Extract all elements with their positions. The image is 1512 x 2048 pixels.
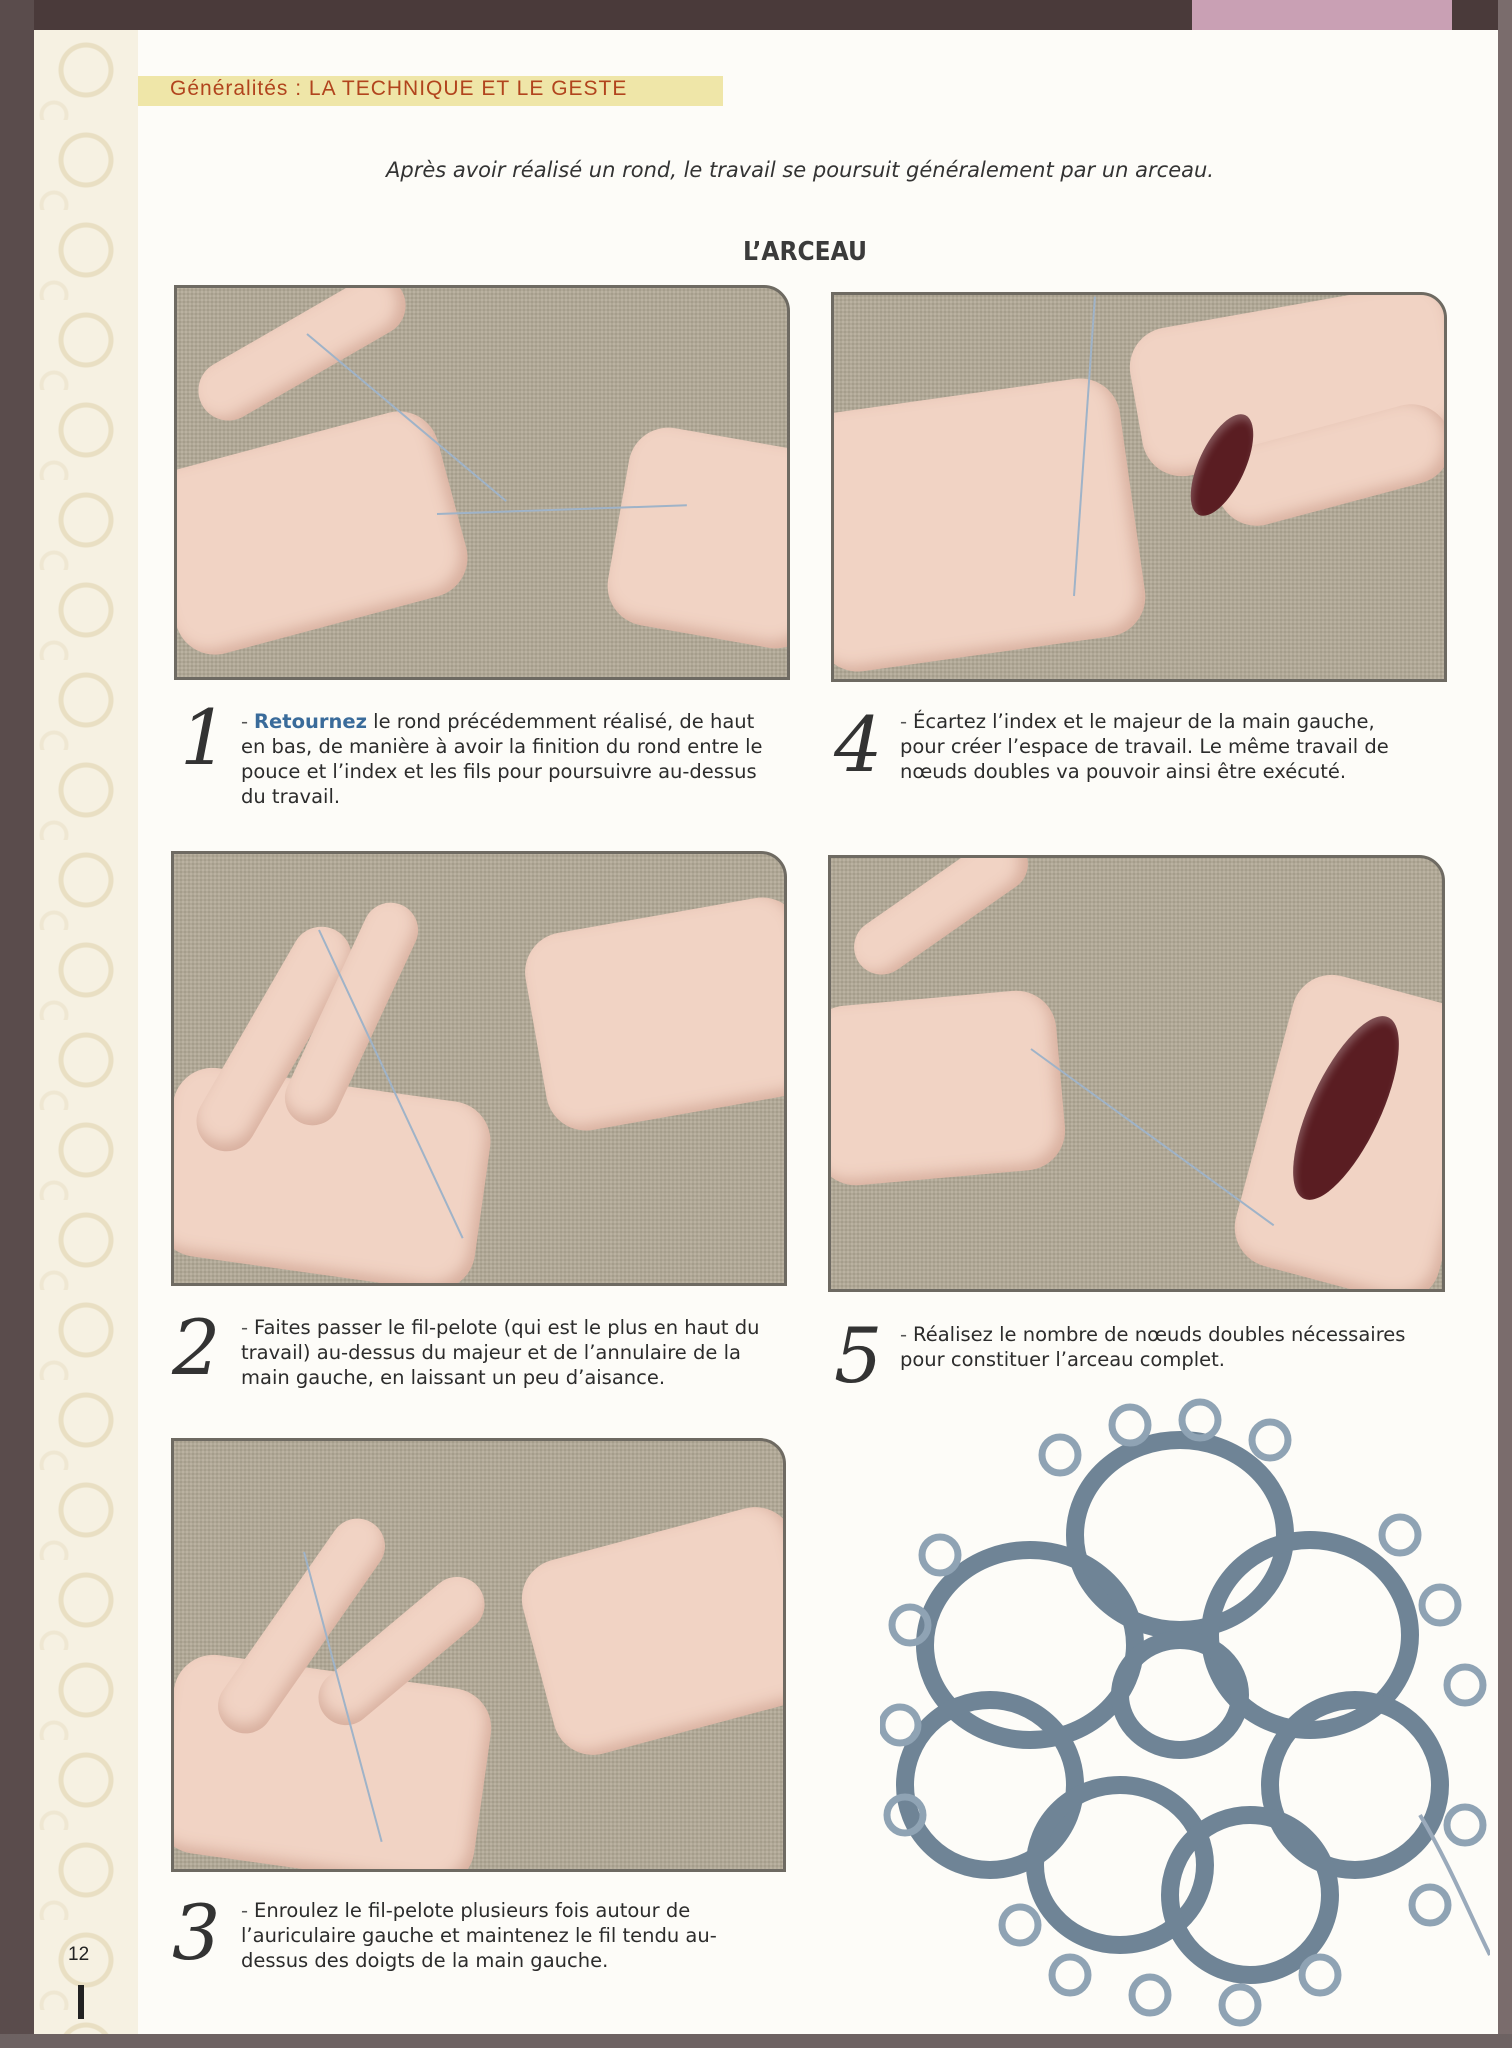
lace-picot bbox=[1447, 1667, 1483, 1703]
step-2-text bbox=[241, 1315, 781, 1390]
page-right-edge bbox=[1498, 0, 1512, 2048]
page-top-edge-accent bbox=[1192, 0, 1452, 30]
step-5-body: Réalisez le nombre de nœuds doubles nécessaires pour constituer l’arceau complet. bbox=[900, 1323, 1406, 1371]
step-5-dash: - bbox=[900, 1323, 908, 1346]
lace-ring bbox=[1075, 1440, 1285, 1630]
step-3-photo bbox=[171, 1438, 786, 1872]
step-5-text bbox=[900, 1322, 1440, 1372]
step-1-text bbox=[241, 709, 771, 809]
step-4-number: 4 bbox=[834, 700, 883, 789]
lace-picot bbox=[1252, 1422, 1288, 1458]
step-4-body: Écartez l’index et le majeur de la main gauche, pour créer l’espace de travail. Le même travail de nœuds doubles va pouvoir ainsi être exécuté. bbox=[900, 710, 1389, 783]
tatted-lace-motif bbox=[880, 1395, 1490, 2035]
step-4-dash: - bbox=[900, 710, 908, 733]
lace-picot bbox=[922, 1537, 958, 1573]
lace-picot bbox=[1002, 1907, 1038, 1943]
page-marker-bar bbox=[78, 1985, 84, 2019]
left-hand bbox=[831, 373, 1150, 676]
lace-picot bbox=[1302, 1957, 1338, 1993]
left-hand bbox=[828, 987, 1068, 1188]
page-top-edge bbox=[0, 0, 1512, 30]
lace-picot bbox=[1422, 1587, 1458, 1623]
left-finger bbox=[187, 285, 416, 431]
header-section: Généralités : bbox=[170, 77, 303, 100]
step-1-emphasis: Retournez bbox=[254, 710, 367, 733]
header-subtitle: LA TECHNIQUE ET LE GESTE bbox=[308, 77, 628, 100]
section-title: L’ARCEAU bbox=[742, 237, 868, 267]
left-finger bbox=[843, 855, 1038, 985]
book-binding-edge bbox=[0, 0, 34, 2048]
step-5-photo bbox=[828, 855, 1445, 1292]
lace-picot bbox=[1222, 1987, 1258, 2023]
step-3-dash: - bbox=[241, 1899, 249, 1922]
lace-picot bbox=[1112, 1407, 1148, 1443]
lace-border-decoration bbox=[34, 30, 138, 2034]
right-hand bbox=[513, 1498, 786, 1764]
step-1-dash: - bbox=[241, 710, 249, 733]
lace-picot bbox=[1042, 1437, 1078, 1473]
lace-picot bbox=[1382, 1517, 1418, 1553]
step-2-body: Faites passer le fil-pelote (qui est le plus en haut du travail) au-dessus du majeur et de l’annulaire de la main gauche, en laissant un peu d’aisance. bbox=[241, 1316, 760, 1389]
step-5-number: 5 bbox=[834, 1311, 883, 1400]
step-3-body: Enroulez le fil-pelote plusieurs fois autour de l’auriculaire gauche et maintenez le fil tendu au-dessus des doigts de la main gauche. bbox=[241, 1899, 717, 1972]
lace-picot bbox=[882, 1707, 918, 1743]
step-1-photo bbox=[174, 285, 790, 680]
page-bottom-edge bbox=[0, 2034, 1512, 2048]
step-4-text bbox=[900, 709, 1420, 784]
step-2-dash: - bbox=[241, 1316, 249, 1339]
step-2-photo bbox=[171, 851, 787, 1286]
page-number: 12 bbox=[68, 1944, 90, 1965]
step-3-number: 3 bbox=[172, 1888, 221, 1977]
lace-picot bbox=[1132, 1977, 1168, 2013]
running-header bbox=[170, 77, 627, 101]
right-hand bbox=[519, 891, 787, 1137]
lace-picot bbox=[1447, 1807, 1483, 1843]
step-4-photo bbox=[831, 292, 1447, 682]
lace-picot bbox=[1052, 1957, 1088, 1993]
step-1-body: le rond précédemment réalisé, de haut en bas, de manière à avoir la finition du rond entre le pouce et l’index et les fils pour poursuivre au-dessus du travail. bbox=[241, 710, 763, 808]
left-hand bbox=[174, 402, 476, 663]
lace-picot bbox=[1412, 1887, 1448, 1923]
step-1-number: 1 bbox=[180, 693, 229, 782]
intro-text: Après avoir réalisé un rond, le travail se poursuit généralement par un arceau. bbox=[386, 158, 1214, 182]
step-3-text bbox=[241, 1898, 761, 1973]
step-2-number: 2 bbox=[172, 1303, 221, 1392]
right-hand bbox=[601, 421, 790, 654]
thread bbox=[1030, 1048, 1274, 1226]
